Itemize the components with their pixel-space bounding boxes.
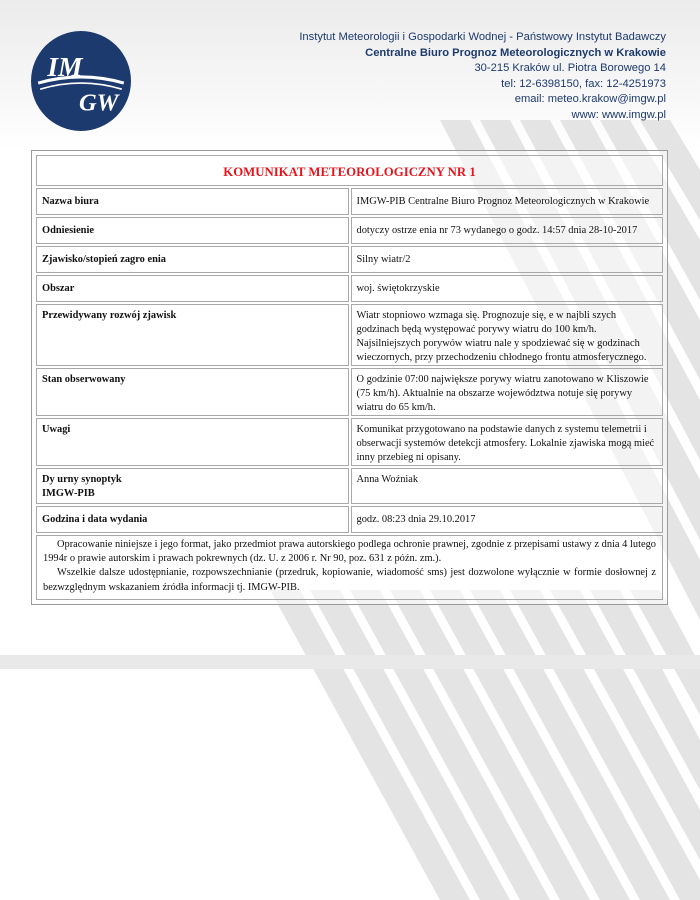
label-duty-forecaster-line2: IMGW-PIB [42,488,95,499]
logo-text-top: IM [47,50,83,82]
value-phenomenon: Silny wiatr/2 [351,246,664,273]
value-forecast: Wiatr stopniowo wzmaga się. Prognozuje się, e w najbli szych godzinach będą występować porywy wiatru do 100 km/h. Najsilniejszych porywów wiatru nale y spodziewać się w godzinach wieczornych, przy przechodzeniu chłodnego frontu atmosferycznego. [351,304,664,366]
institute-name: Instytut Meteorologii i Gospodarki Wodnej - Państwowy Instytut Badawczy [299,31,666,43]
label-area: Obszar [36,275,349,302]
value-bureau-name: IMGW-PIB Centralne Biuro Prognoz Meteorologicznych w Krakowie [351,188,664,215]
label-bureau-name: Nazwa biura [36,188,349,215]
logo-text-bottom: GW [78,89,119,117]
label-remarks: Uwagi [36,418,349,466]
label-forecast: Przewidywany rozwój zjawisk [36,304,349,366]
label-phenomenon: Zjawisko/stopień zagro enia [36,246,349,273]
label-duty-forecaster [36,468,349,504]
distribution-paragraph: Wszelkie dalsze udostępnianie, rozpowszechnianie (przedruk, kopiowanie, wiadomość sms) jest dozwolone wyłącznie w formie dosłownej z bezwzględnym wskazaniem źródła informacji tj. IMGW-PIB. [43,567,656,593]
institute-header [299,30,666,124]
value-observed: O godzinie 07:00 największe porywy wiatru zanotowano w Kliszowie (75 km/h). Aktualnie na obszarze województwa notuje się porywy wiatru do 65 km/h. [351,368,664,416]
email: email: meteo.krakow@imgw.pl [514,93,666,106]
value-remarks: Komunikat przygotowano na podstawie danych z systemu telemetrii i obserwacji systemów detekcji atmosfery. Lokalnie zjawiska mogą mieć inny przebieg ni opisany. [351,418,664,466]
copyright-paragraph: Opracowanie niniejsze i jego format, jako przedmiot prawa autorskiego podlega ochronie prawnej, zgodnie z przepisami ustawy z dnia 4 lutego 1994r o prawie autorskim i prawach pokrewnych (dz. U. z 2006 r. Nr 90, poz. 631 z późn. zm.). [43,539,656,565]
value-duty-forecaster: Anna Woźniak [351,468,664,504]
label-reference: Odniesienie [36,217,349,244]
label-observed: Stan obserwowany [36,368,349,416]
bulletin-title: KOMUNIKAT METEOROLOGICZNY NR 1 [36,155,663,186]
bureau-name: Centralne Biuro Prognoz Meteorologicznych w Krakowie [365,46,666,59]
bulletin-table [34,153,665,602]
value-issue-time: godz. 08:23 dnia 29.10.2017 [351,506,664,533]
value-reference: dotyczy ostrze enia nr 73 wydanego o godz. 14:57 dnia 28-10-2017 [351,217,664,244]
bulletin-frame [31,150,668,605]
address: 30-215 Kraków ul. Piotra Borowego 14 [474,62,666,75]
website: www: www.imgw.pl [571,108,666,121]
label-duty-forecaster-line1: Dy urny synoptyk [42,474,122,485]
label-issue-time: Godzina i data wydania [36,506,349,533]
phone-fax: tel: 12-6398150, fax: 12-4251973 [501,77,666,90]
copyright-notice [36,535,663,600]
value-area: woj. świętokrzyskie [351,275,664,302]
imgw-logo [30,30,132,132]
